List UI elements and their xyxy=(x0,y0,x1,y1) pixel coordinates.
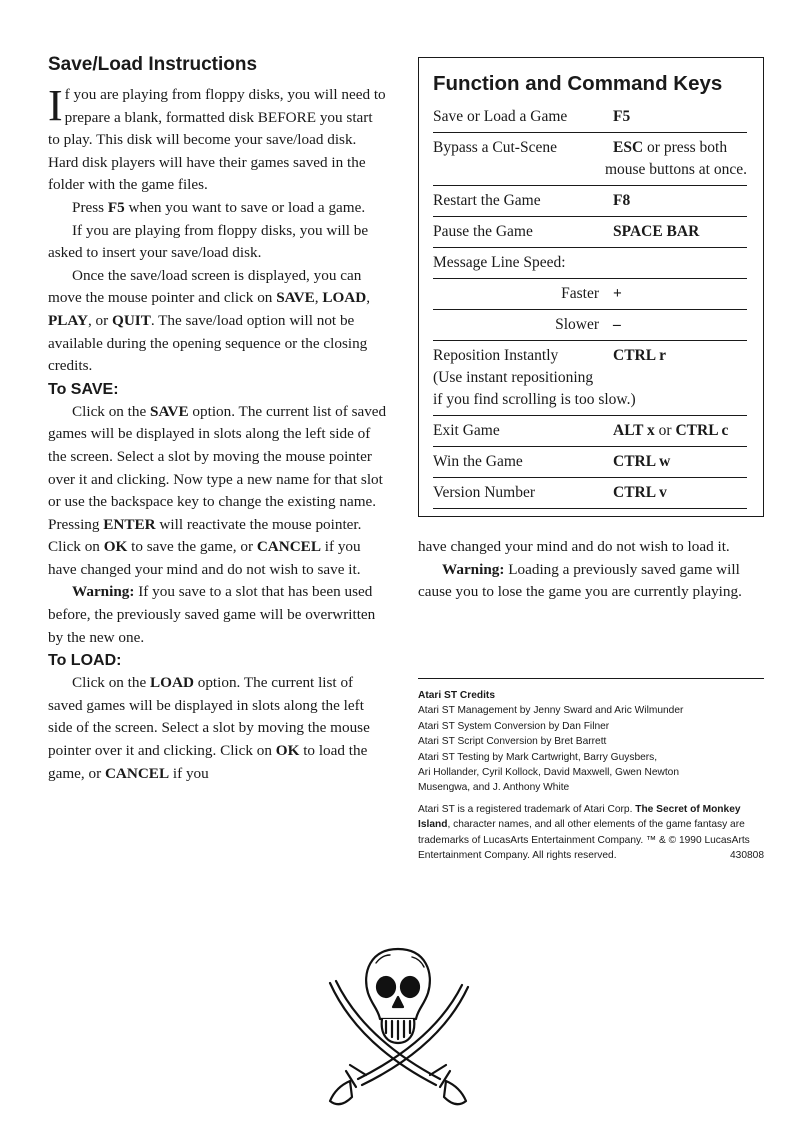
page-title: Save/Load Instructions xyxy=(48,54,258,75)
document-code: 430808 xyxy=(730,850,764,862)
credit-line: Atari ST Script Conversion by Bret Barrett xyxy=(418,736,607,748)
credits-divider xyxy=(418,678,764,679)
key-row-message-speed: Message Line Speed: xyxy=(433,248,747,279)
load-continued-paragraph: have changed your mind and do not wish to load it. xyxy=(418,538,730,555)
key-row-reposition: Reposition Instantly CTRL r (Use instant repositioning if you find scrolling is too slow.) xyxy=(433,341,747,416)
key-row-restart: Restart the Game F8 xyxy=(433,186,747,217)
skull-crossed-swords-icon xyxy=(318,935,478,1115)
key-row-faster: Faster + xyxy=(433,279,747,310)
load-warning-paragraph: Warning: Loading a previously saved game will cause you to lose the game you are currently playing. xyxy=(418,560,742,601)
load-paragraph: Click on the LOAD option. The current list of saved games will be displayed in slots along the left side of the screen. Select a slot by moving the mouse pointer over it and clicking. Click on OK to load the game, or CANCEL if you xyxy=(48,674,370,782)
press-paragraph: Press F5 when you want to save or load a game. xyxy=(72,198,366,216)
key-row-bypass: Bypass a Cut-Scene ESC or press both mouse buttons at once. xyxy=(433,133,747,186)
key-row-exit: Exit Game ALT x or CTRL c xyxy=(433,416,747,447)
intro-paragraph: If you are playing from floppy disks, you will need to prepare a blank, formatted disk BEFORE you start to play. This disk will become your save/load disk. Hard disk players will have their games saved in the folder with the game files. xyxy=(48,81,386,194)
drop-cap: I xyxy=(48,81,63,130)
floppy-paragraph: If you are playing from floppy disks, you will be asked to insert your save/load disk. xyxy=(48,221,369,262)
function-keys-box xyxy=(418,57,764,517)
save-load-column xyxy=(48,52,388,785)
to-load-heading: To LOAD: xyxy=(48,652,122,670)
to-save-heading: To SAVE: xyxy=(48,380,119,398)
key-row-save-load: Save or Load a Game F5 xyxy=(433,102,747,133)
load-continuation xyxy=(418,536,764,604)
function-keys-title: Function and Command Keys xyxy=(433,72,723,95)
save-paragraph: Click on the SAVE option. The current list of saved games will be displayed in slots along the left side of the screen. Select a slot by moving the mouse pointer over it and clicking. Now type a new name for that slot or use the backspace key to change the existing name. Pressing ENTER will reactivate the mouse pointer. Click on OK to save the game, or CANCEL if you have changed your mind and do not wish to save it. xyxy=(48,402,387,578)
credit-line: Atari ST System Conversion by Dan Filner xyxy=(418,720,610,732)
key-row-version: Version Number CTRL v xyxy=(433,478,747,509)
credits-block xyxy=(418,688,764,863)
credit-line: Ari Hollander, Cyril Kollock, David Maxwell, Gwen Newton xyxy=(418,767,680,779)
credit-line: Musengwa, and J. Anthony White xyxy=(418,782,570,794)
legal-notice: Atari ST is a registered trademark of Atari Corp. The Secret of Monkey Island, character names, and all other elements of the game fantasy are trademarks of LucasArts Entertainment Company. ™ & © 1990 LucasArts Entertainment Company. All rights reserved. 430808 xyxy=(418,802,764,864)
credits-title: Atari ST Credits xyxy=(418,690,495,701)
key-row-win: Win the Game CTRL w xyxy=(433,447,747,478)
once-paragraph: Once the save/load screen is displayed, you can move the mouse pointer and click on SAVE, LOAD, PLAY, or QUIT. The save/load option will not be available during the opening sequence or the closing credits. xyxy=(48,266,371,375)
credit-line: Atari ST Testing by Mark Cartwright, Barry Guysbers, xyxy=(418,751,658,763)
save-warning-paragraph: Warning: If you save to a slot that has been used before, the previously saved game will be overwritten by the new one. xyxy=(48,583,376,646)
key-row-slower: Slower – xyxy=(433,310,747,341)
credit-line: Atari ST Management by Jenny Sward and Aric Wilmunder xyxy=(418,705,684,717)
key-row-pause: Pause the Game SPACE BAR xyxy=(433,217,747,248)
